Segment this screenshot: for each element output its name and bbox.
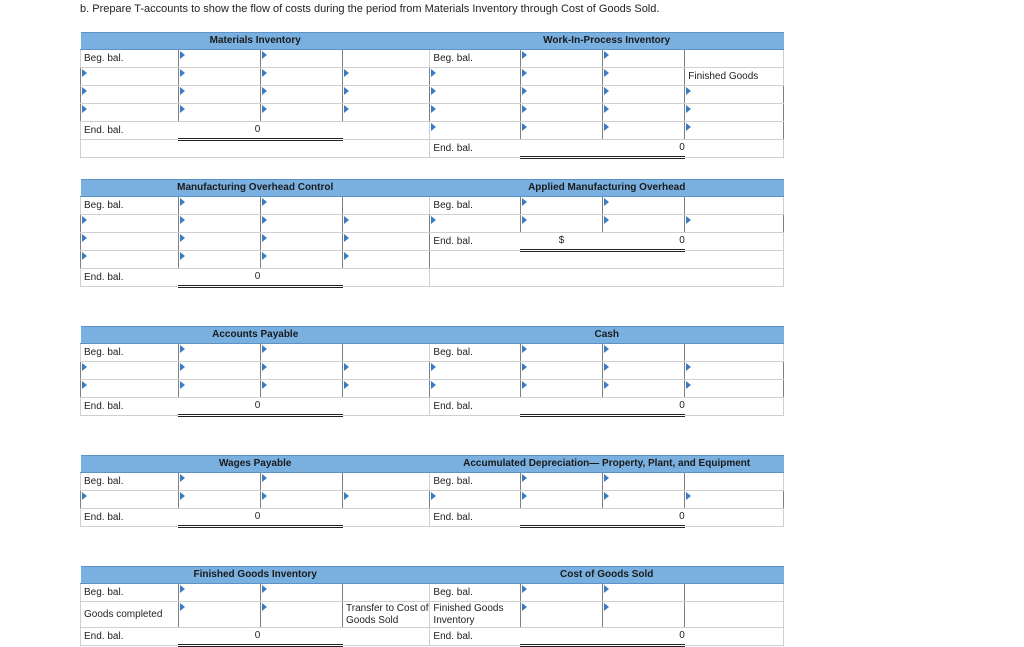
cash-entry-label-input[interactable] <box>685 362 784 380</box>
depreciation-entry-label-input[interactable] <box>430 491 520 509</box>
cash-entry-label-input[interactable] <box>430 380 520 398</box>
applied-overhead-end-balance: 0 <box>603 233 685 251</box>
overhead-control-end-balance: 0 <box>178 269 260 287</box>
accounts-payable-entry-label-input[interactable] <box>81 362 179 380</box>
wip-entry-label-input[interactable] <box>685 104 784 122</box>
accounts-payable-debit-input[interactable] <box>178 380 260 398</box>
beg-bal-label: Beg. bal. <box>430 197 520 215</box>
wip-entry-label-input[interactable] <box>430 122 520 140</box>
accumulated-depreciation-title: Accumulated Depreciation— Property, Plant, and Equipment <box>430 456 784 473</box>
materials-credit-input[interactable] <box>260 104 342 122</box>
end-bal-label: End. bal. <box>81 122 179 140</box>
overhead-control-credit-input[interactable] <box>260 197 342 215</box>
depreciation-credit-input[interactable] <box>603 473 685 491</box>
materials-entry-label-input[interactable] <box>343 68 430 86</box>
end-bal-label: End. bal. <box>430 628 520 646</box>
overhead-control-entry-label-input[interactable] <box>81 215 179 233</box>
dollar-sign: $ <box>520 233 602 251</box>
finished-goods-credit-input[interactable] <box>260 602 342 628</box>
mfg-overhead-control-title: Manufacturing Overhead Control <box>81 180 430 197</box>
overhead-control-debit-input[interactable] <box>178 251 260 269</box>
depreciation-debit-input[interactable] <box>520 491 602 509</box>
cash-end-balance: 0 <box>603 398 685 416</box>
wages-payable-title: Wages Payable <box>81 456 430 473</box>
wages-payable-end-balance: 0 <box>178 509 260 527</box>
beg-bal-label: Beg. bal. <box>430 473 520 491</box>
applied-overhead-debit-input[interactable] <box>520 197 602 215</box>
accounts-payable-entry-label-input[interactable] <box>81 380 179 398</box>
overhead-control-credit-input[interactable] <box>260 215 342 233</box>
wip-debit-input[interactable] <box>520 68 602 86</box>
cash-debit-input[interactable] <box>520 380 602 398</box>
instruction-text: b. Prepare T-accounts to show the flow of costs during the period from Materials Inventory through Cost of Goods Sold. <box>80 3 660 15</box>
beg-bal-label: Beg. bal. <box>430 584 520 602</box>
overhead-control-credit-input[interactable] <box>260 251 342 269</box>
wages-payable-credit-input[interactable] <box>260 491 342 509</box>
accounts-payable-end-balance: 0 <box>178 398 260 416</box>
wip-end-balance: 0 <box>603 140 685 158</box>
beg-bal-label: Beg. bal. <box>81 344 179 362</box>
materials-credit-input[interactable] <box>260 50 342 68</box>
applied-overhead-credit-input[interactable] <box>603 197 685 215</box>
wages-payable-credit-input[interactable] <box>260 473 342 491</box>
wip-entry-label-input[interactable] <box>430 86 520 104</box>
end-bal-label: End. bal. <box>81 269 179 287</box>
end-bal-label: End. bal. <box>430 233 520 251</box>
accounts-payable-debit-input[interactable] <box>178 362 260 380</box>
wages-payable-entry-label-input[interactable] <box>343 491 430 509</box>
depreciation-end-balance: 0 <box>603 509 685 527</box>
materials-inventory-title: Materials Inventory <box>81 33 430 50</box>
wip-credit-input[interactable] <box>603 122 685 140</box>
beg-bal-label: Beg. bal. <box>81 584 179 602</box>
wages-payable-entry-label-input[interactable] <box>81 491 179 509</box>
cogs-credit-input[interactable] <box>603 602 685 628</box>
cash-credit-input[interactable] <box>603 380 685 398</box>
finished-goods-debit-input[interactable] <box>178 584 260 602</box>
cogs-end-balance: 0 <box>603 628 685 646</box>
goods-completed-label: Goods completed <box>81 602 179 628</box>
accounts-payable-credit-input[interactable] <box>260 362 342 380</box>
overhead-control-entry-label-input[interactable] <box>343 233 430 251</box>
finished-goods-debit-input[interactable] <box>178 602 260 628</box>
wip-entry-label-input[interactable] <box>430 68 520 86</box>
cash-entry-label-input[interactable] <box>430 362 520 380</box>
wip-credit-input[interactable] <box>603 104 685 122</box>
end-bal-label: End. bal. <box>430 398 520 416</box>
overhead-control-debit-input[interactable] <box>178 215 260 233</box>
overhead-control-entry-label-input[interactable] <box>343 215 430 233</box>
t-account-section-materials-wip <box>80 32 784 159</box>
materials-entry-label-input[interactable] <box>343 104 430 122</box>
materials-debit-input[interactable] <box>178 68 260 86</box>
transfer-to-cogs-label: Transfer to Cost of Goods Sold <box>343 602 430 628</box>
materials-entry-label-input[interactable] <box>81 86 179 104</box>
cash-debit-input[interactable] <box>520 344 602 362</box>
depreciation-credit-input[interactable] <box>603 491 685 509</box>
accounts-payable-credit-input[interactable] <box>260 380 342 398</box>
wip-credit-input[interactable] <box>603 86 685 104</box>
finished-goods-end-balance: 0 <box>178 628 260 646</box>
materials-end-balance: 0 <box>178 122 260 140</box>
beg-bal-label: Beg. bal. <box>81 50 179 68</box>
beg-bal-label: Beg. bal. <box>81 473 179 491</box>
accounts-payable-credit-input[interactable] <box>260 344 342 362</box>
materials-entry-label-input[interactable] <box>343 86 430 104</box>
cogs-debit-input[interactable] <box>520 602 602 628</box>
applied-overhead-entry-label-input[interactable] <box>430 215 520 233</box>
t-account-section-payable-cash <box>80 326 784 417</box>
finished-goods-inventory-title: Finished Goods Inventory <box>81 567 430 584</box>
end-bal-label: End. bal. <box>430 140 520 158</box>
materials-debit-input[interactable] <box>178 104 260 122</box>
cogs-credit-input[interactable] <box>603 584 685 602</box>
cash-credit-input[interactable] <box>603 362 685 380</box>
finished-goods-credit-input[interactable] <box>260 584 342 602</box>
finished-goods-label: Finished Goods <box>685 68 784 86</box>
wip-credit-input[interactable] <box>603 50 685 68</box>
beg-bal-label: Beg. bal. <box>430 50 520 68</box>
overhead-control-entry-label-input[interactable] <box>81 233 179 251</box>
wip-entry-label-input[interactable] <box>685 122 784 140</box>
end-bal-label: End. bal. <box>81 509 179 527</box>
overhead-control-credit-input[interactable] <box>260 233 342 251</box>
depreciation-debit-input[interactable] <box>520 473 602 491</box>
materials-entry-label-input[interactable] <box>81 104 179 122</box>
accounts-payable-debit-input[interactable] <box>178 344 260 362</box>
overhead-control-entry-label-input[interactable] <box>81 251 179 269</box>
end-bal-label: End. bal. <box>81 628 179 646</box>
beg-bal-label: Beg. bal. <box>430 344 520 362</box>
wages-payable-debit-input[interactable] <box>178 473 260 491</box>
t-account-section-wages-depreciation <box>80 455 784 528</box>
accounts-payable-entry-label-input[interactable] <box>343 362 430 380</box>
overhead-control-debit-input[interactable] <box>178 197 260 215</box>
materials-debit-input[interactable] <box>178 50 260 68</box>
wip-debit-input[interactable] <box>520 122 602 140</box>
wip-credit-input[interactable] <box>603 68 685 86</box>
wip-entry-label-input[interactable] <box>685 86 784 104</box>
wip-debit-input[interactable] <box>520 104 602 122</box>
accounts-payable-entry-label-input[interactable] <box>343 380 430 398</box>
materials-debit-input[interactable] <box>178 86 260 104</box>
applied-overhead-title: Applied Manufacturing Overhead <box>430 180 784 197</box>
applied-overhead-entry-label-input[interactable] <box>685 215 784 233</box>
applied-overhead-credit-input[interactable] <box>603 215 685 233</box>
applied-overhead-debit-input[interactable] <box>520 215 602 233</box>
accounts-payable-title: Accounts Payable <box>81 327 430 344</box>
wages-payable-debit-input[interactable] <box>178 491 260 509</box>
wip-entry-label-input[interactable] <box>430 104 520 122</box>
wip-inventory-title: Work-In-Process Inventory <box>430 33 784 50</box>
cash-entry-label-input[interactable] <box>685 380 784 398</box>
depreciation-entry-label-input[interactable] <box>685 491 784 509</box>
overhead-control-entry-label-input[interactable] <box>343 251 430 269</box>
t-account-section-finished-cogs <box>80 566 784 647</box>
end-bal-label: End. bal. <box>81 398 179 416</box>
beg-bal-label: Beg. bal. <box>81 197 179 215</box>
cash-title: Cash <box>430 327 784 344</box>
materials-entry-label-input[interactable] <box>81 68 179 86</box>
finished-goods-inventory-entry-label: Finished Goods Inventory <box>430 602 520 628</box>
cost-of-goods-sold-title: Cost of Goods Sold <box>430 567 784 584</box>
cash-credit-input[interactable] <box>603 344 685 362</box>
t-account-section-overhead <box>80 179 784 288</box>
materials-credit-input[interactable] <box>260 68 342 86</box>
wip-debit-input[interactable] <box>520 50 602 68</box>
wip-debit-input[interactable] <box>520 86 602 104</box>
cogs-debit-input[interactable] <box>520 584 602 602</box>
overhead-control-debit-input[interactable] <box>178 233 260 251</box>
end-bal-label: End. bal. <box>430 509 520 527</box>
materials-credit-input[interactable] <box>260 86 342 104</box>
cash-debit-input[interactable] <box>520 362 602 380</box>
